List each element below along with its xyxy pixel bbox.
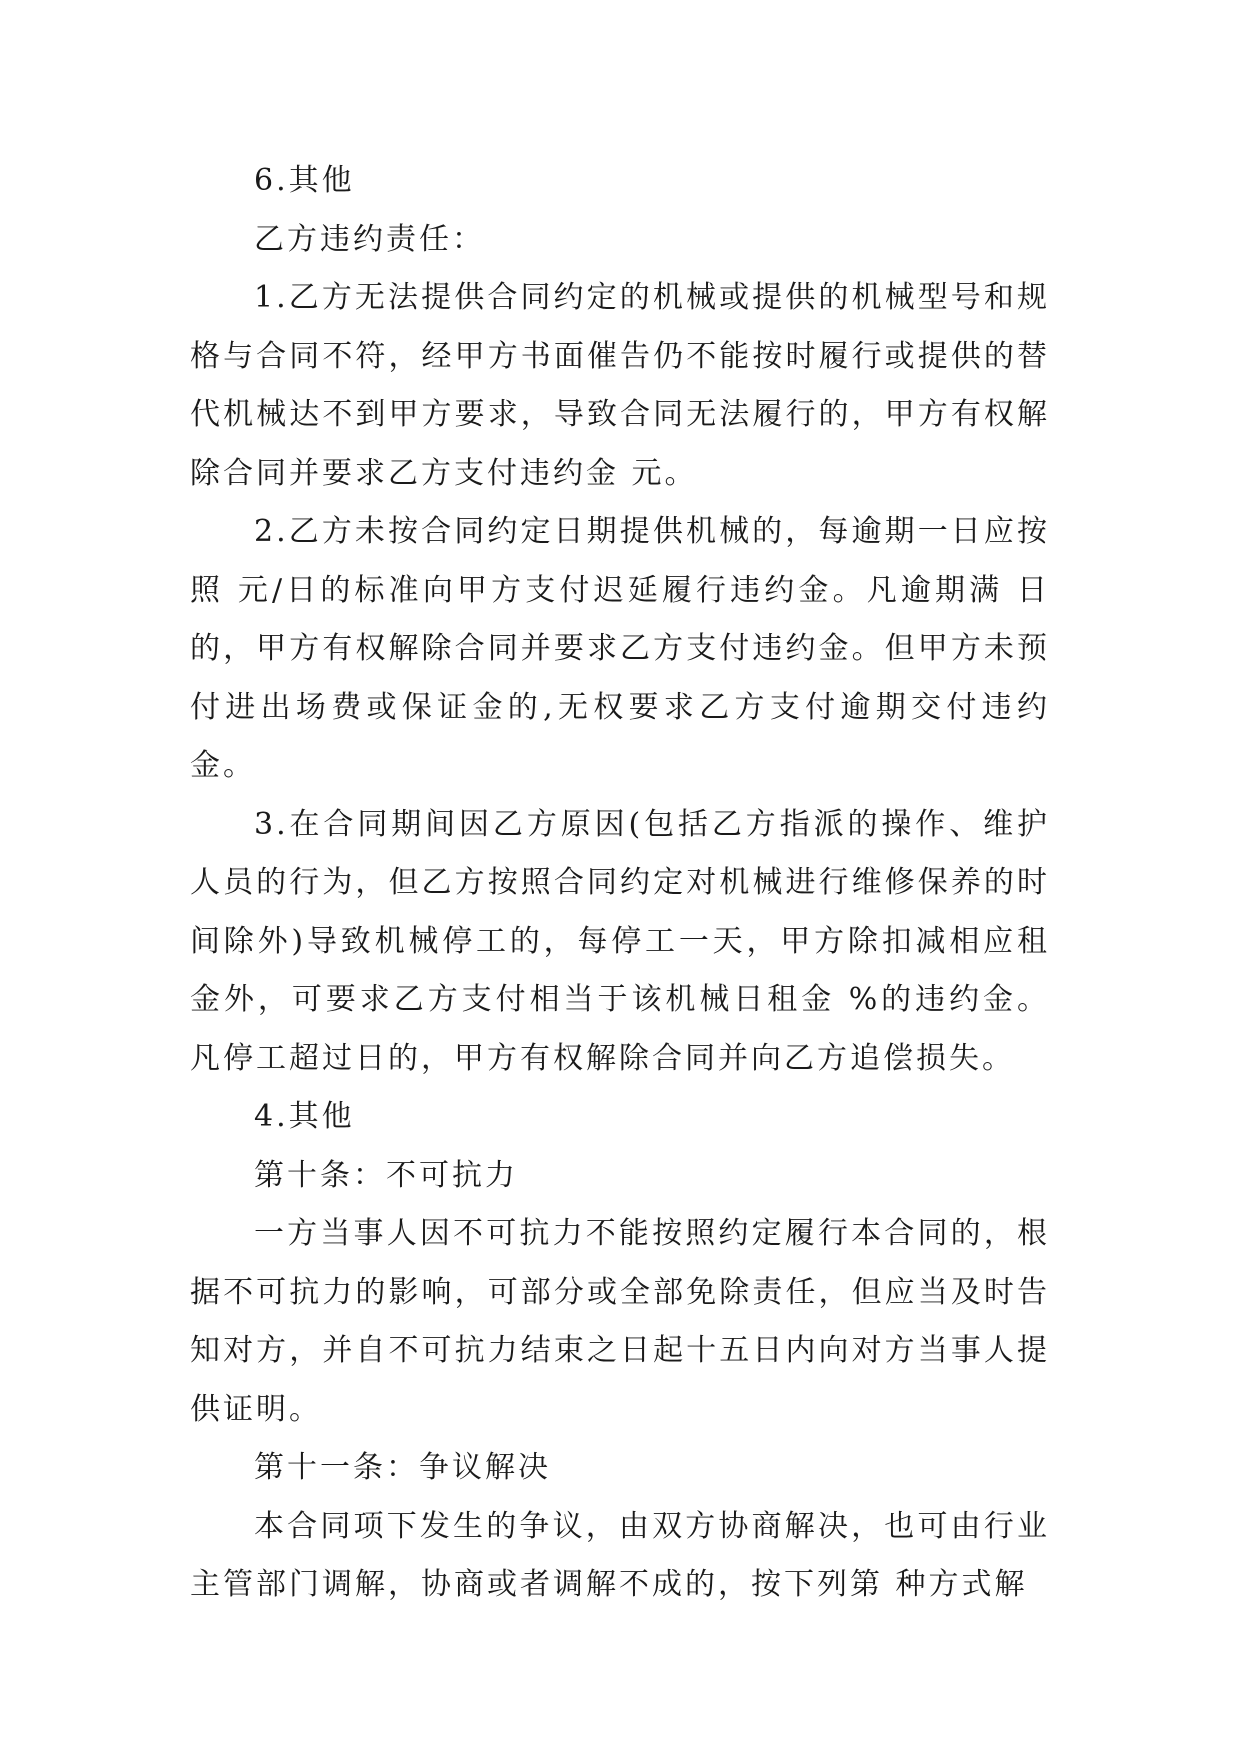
article-11-heading: 第十一条：争议解决 <box>254 1450 551 1485</box>
liability-clause-4-other: 4.其他 <box>254 1099 355 1134</box>
liability-clause-2: 2.乙方未按合同约定日期提供机械的，每逾期一日应按照 元/日的标准向甲方支付迟延履行违约金。凡逾期满 日的，甲方有权解除合同并要求乙方支付违约金。但甲方未预付进出场费或保证金的,无权要求乙方支付逾期交付违约金。 <box>190 514 1050 783</box>
liability-clause-3: 3.在合同期间因乙方原因(包括乙方指派的操作、维护人员的行为，但乙方按照合同约定对机械进行维修保养的时间除外)导致机械停工的，每停工一天，甲方除扣减相应租金外，可要求乙方支付相当于该机械日租金 %的违约金。凡停工超过日的，甲方有权解除合同并向乙方追偿损失。 <box>190 806 1050 1076</box>
dispute-resolution-text: 本合同项下发生的争议，由双方协商解决，也可由行业主管部门调解，协商或者调解不成的，按下列第 种方式解 <box>190 1508 1050 1602</box>
liability-clause-1: 1.乙方无法提供合同约定的机械或提供的机械型号和规格与合同不符，经甲方书面催告仍不能按时履行或提供的替代机械达不到甲方要求，导致合同无法履行的，甲方有权解除合同并要求乙方支付违约金 元。 <box>190 280 1050 491</box>
document-body <box>190 152 1050 1615</box>
article-10-heading: 第十条：不可抗力 <box>254 1157 518 1193</box>
item-6-other: 6.其他 <box>254 163 355 198</box>
force-majeure-text: 一方当事人因不可抗力不能按照约定履行本合同的，根据不可抗力的影响，可部分或全部免除责任，但应当及时告知对方，并自不可抗力结束之日起十五日内向对方当事人提供证明。 <box>190 1216 1050 1427</box>
party-b-liability-heading: 乙方违约责任： <box>254 221 485 257</box>
